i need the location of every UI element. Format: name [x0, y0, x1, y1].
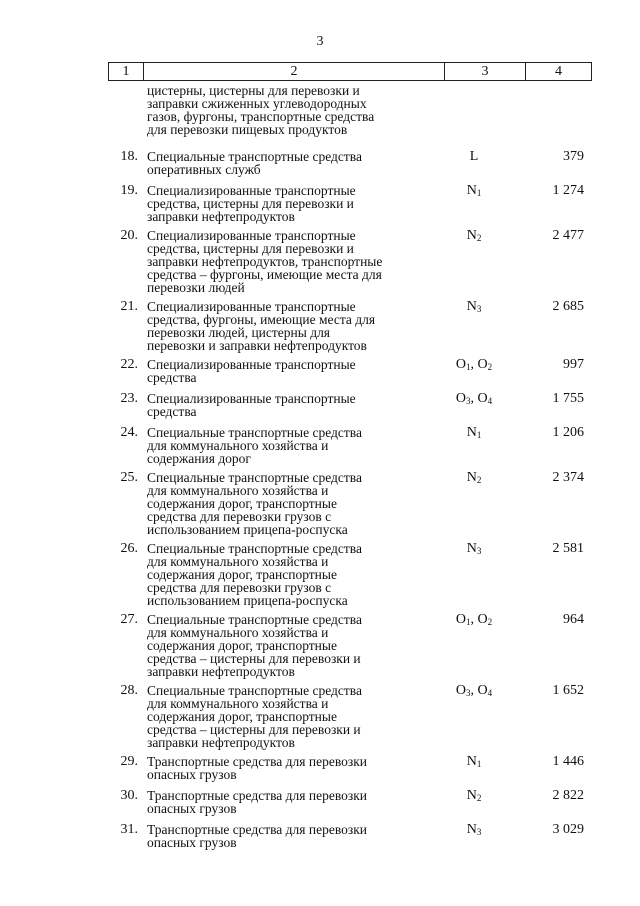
- category-index: 2: [487, 362, 493, 372]
- description-line: средства – цистерны для перевозки и: [147, 722, 361, 737]
- description-line: заправки нефтепродуктов: [147, 735, 295, 750]
- description-line: оперативных служб: [147, 162, 261, 177]
- category-index: 3: [476, 546, 482, 556]
- row-description: [147, 426, 409, 465]
- row-number: 19.: [120, 183, 138, 198]
- page-number: 3: [316, 34, 324, 49]
- description-line: Специализированные транспортные: [147, 299, 356, 314]
- description-line: для коммунального хозяйства и: [147, 483, 329, 498]
- description-line: средства: [147, 370, 197, 385]
- row-value: 1 446: [552, 754, 584, 769]
- category-index: 3: [466, 396, 471, 406]
- category-letter: N: [466, 183, 477, 198]
- row-description: [147, 300, 409, 352]
- description-line: Специализированные транспортные: [147, 391, 356, 406]
- table-header: [108, 62, 592, 81]
- row-description: [147, 184, 409, 223]
- row-description: [147, 542, 409, 607]
- row-value: 2 581: [552, 541, 584, 556]
- category-index: 2: [476, 793, 482, 803]
- row-number: 25.: [120, 470, 138, 485]
- vehicle-category: [440, 229, 508, 242]
- column-header-3: 3: [445, 63, 526, 81]
- description-line: содержания дорог, транспортные: [147, 638, 337, 653]
- category-index: 4: [487, 396, 493, 406]
- row-value: 964: [563, 612, 584, 627]
- column-header-2: 2: [144, 63, 445, 81]
- row-number: 21.: [120, 299, 138, 314]
- description-line: содержания дорог: [147, 451, 251, 466]
- description-line: для коммунального хозяйства и: [147, 625, 329, 640]
- row-value: 1 652: [552, 683, 584, 698]
- category-index: 3: [476, 827, 482, 837]
- description-line: Специализированные транспортные: [147, 183, 356, 198]
- category-letter: N: [466, 425, 477, 440]
- row-number: 20.: [120, 228, 138, 243]
- vehicle-category: [440, 184, 508, 197]
- description-line: содержания дорог, транспортные: [147, 709, 337, 724]
- column-header-1: 1: [109, 63, 144, 81]
- category-index: 2: [476, 475, 482, 485]
- row-number: 28.: [120, 683, 138, 698]
- row-number: 26.: [120, 541, 138, 556]
- category-letter: N: [466, 541, 477, 556]
- row-value: 1 274: [552, 183, 584, 198]
- row-description: [147, 84, 409, 136]
- row-number: 18.: [120, 149, 138, 164]
- category-index: 2: [476, 233, 482, 243]
- description-line: Специальные транспортные средства: [147, 425, 362, 440]
- category-index: 1: [476, 430, 482, 440]
- description-line: средства: [147, 404, 197, 419]
- category-letter: N: [466, 228, 477, 243]
- category-letter: L: [469, 149, 479, 164]
- category-index: 3: [476, 304, 482, 314]
- row-number: 31.: [120, 822, 138, 837]
- row-value: 997: [563, 357, 584, 372]
- category-letter: O: [477, 357, 488, 372]
- description-line: Транспортные средства для перевозки: [147, 788, 367, 803]
- description-line: средства, цистерны для перевозки и: [147, 196, 354, 211]
- row-description: [147, 789, 409, 815]
- description-line: заправки нефтепродуктов: [147, 209, 295, 224]
- category-index: 3: [466, 688, 471, 698]
- description-line: Специальные транспортные средства: [147, 683, 362, 698]
- row-number: 23.: [120, 391, 138, 406]
- description-line: Специальные транспортные средства: [147, 541, 362, 556]
- description-line: для коммунального хозяйства и: [147, 438, 329, 453]
- category-letter: N: [466, 822, 477, 837]
- row-value: 2 374: [552, 470, 584, 485]
- description-line: заправки нефтепродуктов: [147, 664, 295, 679]
- row-value: 379: [563, 149, 584, 164]
- vehicle-category: [440, 542, 508, 555]
- category-letter: O: [477, 683, 488, 698]
- description-line: цистерны, цистерны для перевозки и: [147, 83, 360, 98]
- row-value: 1 755: [552, 391, 584, 406]
- vehicle-category: [440, 426, 508, 439]
- category-letter: N: [466, 470, 477, 485]
- description-line: опасных грузов: [147, 801, 237, 816]
- description-line: газов, фургоны, транспортные средства: [147, 109, 375, 124]
- row-value: 2 685: [552, 299, 584, 314]
- row-value: 1 206: [552, 425, 584, 440]
- description-line: Специальные транспортные средства: [147, 470, 362, 485]
- category-index: 2: [487, 617, 493, 627]
- row-description: [147, 392, 409, 418]
- description-line: средства – цистерны для перевозки и: [147, 651, 361, 666]
- vehicle-category: [440, 823, 508, 836]
- row-description: [147, 229, 409, 294]
- description-line: для коммунального хозяйства и: [147, 696, 329, 711]
- description-line: для перевозки пищевых продуктов: [147, 122, 348, 137]
- row-number: 29.: [120, 754, 138, 769]
- row-number: 22.: [120, 357, 138, 372]
- category-letter: N: [466, 299, 477, 314]
- vehicle-category: $O_1$, $O_2$: [455, 612, 493, 627]
- description-line: опасных грузов: [147, 835, 237, 850]
- description-line: заправки сжиженных углеводородных: [147, 96, 367, 111]
- description-line: средства – фургоны, имеющие места для: [147, 267, 382, 282]
- vehicle-category: [440, 150, 508, 163]
- category-index: 1: [476, 188, 482, 198]
- category-index: 1: [466, 617, 471, 627]
- category-letter: N: [466, 788, 477, 803]
- vehicle-category: $O_3$, $O_4$: [455, 683, 493, 698]
- row-description: [147, 823, 409, 849]
- row-value: 2 477: [552, 228, 584, 243]
- description-line: опасных грузов: [147, 767, 237, 782]
- description-line: содержания дорог, транспортные: [147, 496, 337, 511]
- description-line: использованием прицепа-роспуска: [147, 593, 348, 608]
- row-description: [147, 613, 409, 678]
- category-letter: O: [477, 391, 488, 406]
- vehicle-category: $O_1$, $O_2$: [455, 357, 493, 372]
- description-line: перевозки людей: [147, 280, 245, 295]
- description-line: Специальные транспортные средства: [147, 149, 362, 164]
- column-header-4: 4: [526, 63, 592, 81]
- vehicle-category: [440, 789, 508, 802]
- row-number: 27.: [120, 612, 138, 627]
- category-letter: O: [455, 391, 466, 406]
- vehicle-category: [440, 755, 508, 768]
- row-description: [147, 471, 409, 536]
- category-letter: N: [466, 754, 477, 769]
- description-line: Транспортные средства для перевозки: [147, 754, 367, 769]
- vehicle-category: [440, 300, 508, 313]
- row-number: 24.: [120, 425, 138, 440]
- row-description: [147, 358, 409, 384]
- description-line: использованием прицепа-роспуска: [147, 522, 348, 537]
- description-line: Специализированные транспортные: [147, 228, 356, 243]
- category-letter: O: [455, 612, 466, 627]
- description-line: средства для перевозки грузов с: [147, 509, 332, 524]
- row-number: 30.: [120, 788, 138, 803]
- description-line: средства, фургоны, имеющие места для: [147, 312, 376, 327]
- description-line: Специальные транспортные средства: [147, 612, 362, 627]
- category-letter: O: [455, 683, 466, 698]
- row-value: 3 029: [552, 822, 584, 837]
- row-description: [147, 684, 409, 749]
- category-index: 4: [487, 688, 493, 698]
- vehicle-category: $O_3$, $O_4$: [455, 391, 493, 406]
- category-index: 1: [466, 362, 471, 372]
- description-line: перевозки людей, цистерны для: [147, 325, 331, 340]
- vehicle-category: [440, 471, 508, 484]
- description-line: для коммунального хозяйства и: [147, 554, 329, 569]
- description-line: заправки нефтепродуктов, транспортные: [147, 254, 383, 269]
- category-letter: O: [477, 612, 488, 627]
- category-index: 1: [476, 759, 482, 769]
- row-description: [147, 755, 409, 781]
- description-line: Транспортные средства для перевозки: [147, 822, 367, 837]
- description-line: Специализированные транспортные: [147, 357, 356, 372]
- description-line: средства, цистерны для перевозки и: [147, 241, 354, 256]
- category-letter: O: [455, 357, 466, 372]
- description-line: средства для перевозки грузов с: [147, 580, 332, 595]
- row-value: 2 822: [552, 788, 584, 803]
- row-description: [147, 150, 409, 176]
- description-line: содержания дорог, транспортные: [147, 567, 337, 582]
- description-line: перевозки и заправки нефтепродуктов: [147, 338, 367, 353]
